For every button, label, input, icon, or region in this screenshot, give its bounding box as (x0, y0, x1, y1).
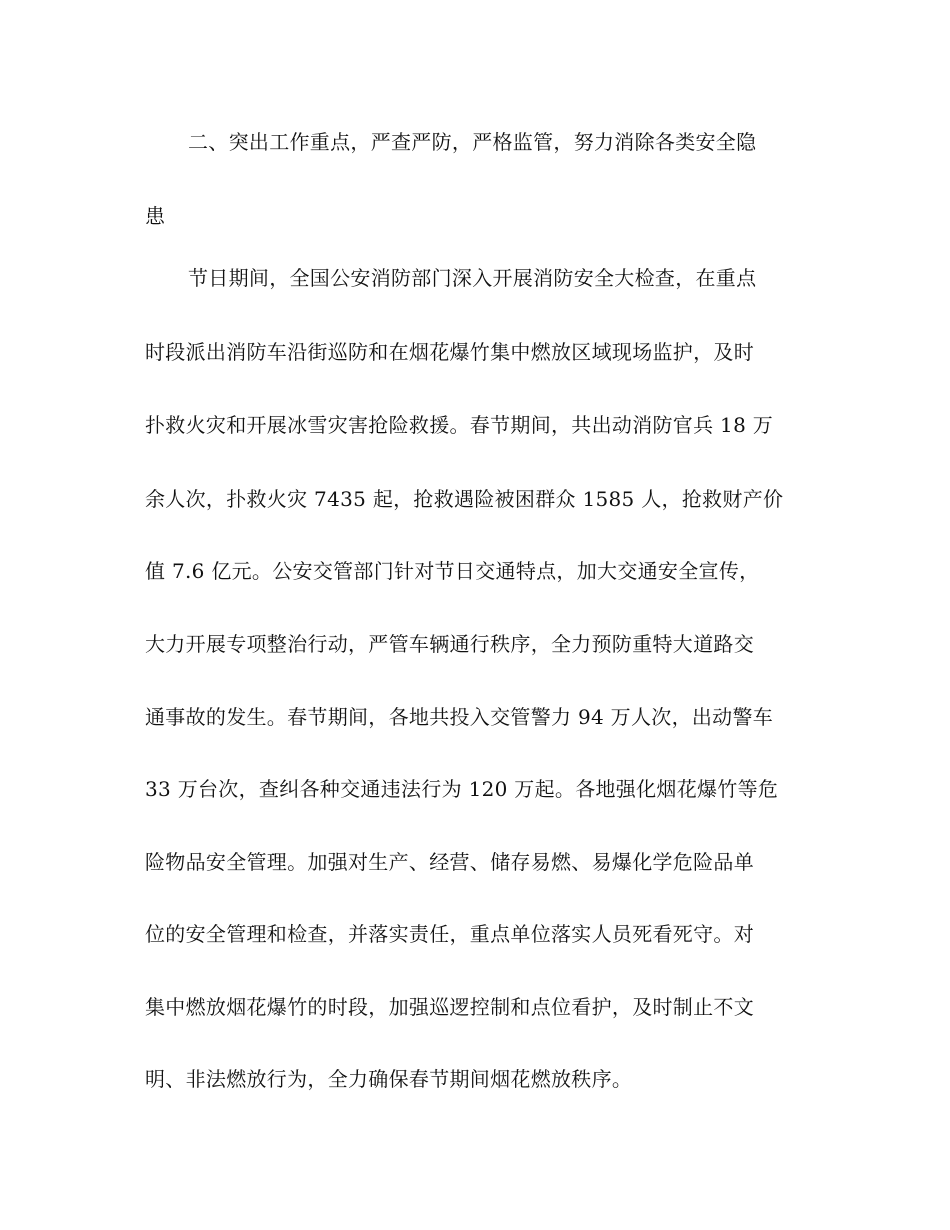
paragraph-line: 扑救火灾和开展冰雪灾害抢险救援。春节期间，共出动消防官兵 18 万 (145, 413, 774, 437)
paragraph-line: 集中燃放烟花爆竹的时段，加强巡逻控制和点位看护，及时制止不文 (145, 995, 754, 1019)
paragraph-line: 通事故的发生。春节期间，各地共投入交管警力 94 万人次，出动警车 (145, 705, 774, 729)
paragraph-line: 大力开展专项整治行动，严管车辆通行秩序，全力预防重特大道路交 (145, 632, 754, 656)
paragraph-line: 时段派出消防车沿街巡防和在烟花爆竹集中燃放区域现场监护，及时 (145, 340, 754, 364)
paragraph-line: 位的安全管理和检查，并落实责任，重点单位落实人员死看死守。对 (145, 922, 754, 946)
paragraph-line: 值 7.6 亿元。公安交管部门针对节日交通特点，加大交通安全宣传， (145, 559, 760, 583)
paragraph-line: 33 万台次，查纠各种交通违法行为 120 万起。各地强化烟花爆竹等危 (145, 777, 779, 801)
paragraph-line: 余人次，扑救火灾 7435 起，抢救遇险被困群众 1585 人，抢救财产价 (145, 487, 784, 511)
paragraph-line: 险物品安全管理。加强对生产、经营、储存易燃、易爆化学危险品单 (145, 850, 754, 874)
heading-line: 二、突出工作重点，严查严防，严格监管，努力消除各类安全隐 (188, 130, 757, 154)
heading-line: 患 (145, 204, 166, 228)
paragraph-line: 明、非法燃放行为，全力确保春节期间烟花燃放秩序。 (145, 1067, 633, 1091)
paragraph-line: 节日期间，全国公安消防部门深入开展消防安全大检查，在重点 (188, 266, 757, 290)
